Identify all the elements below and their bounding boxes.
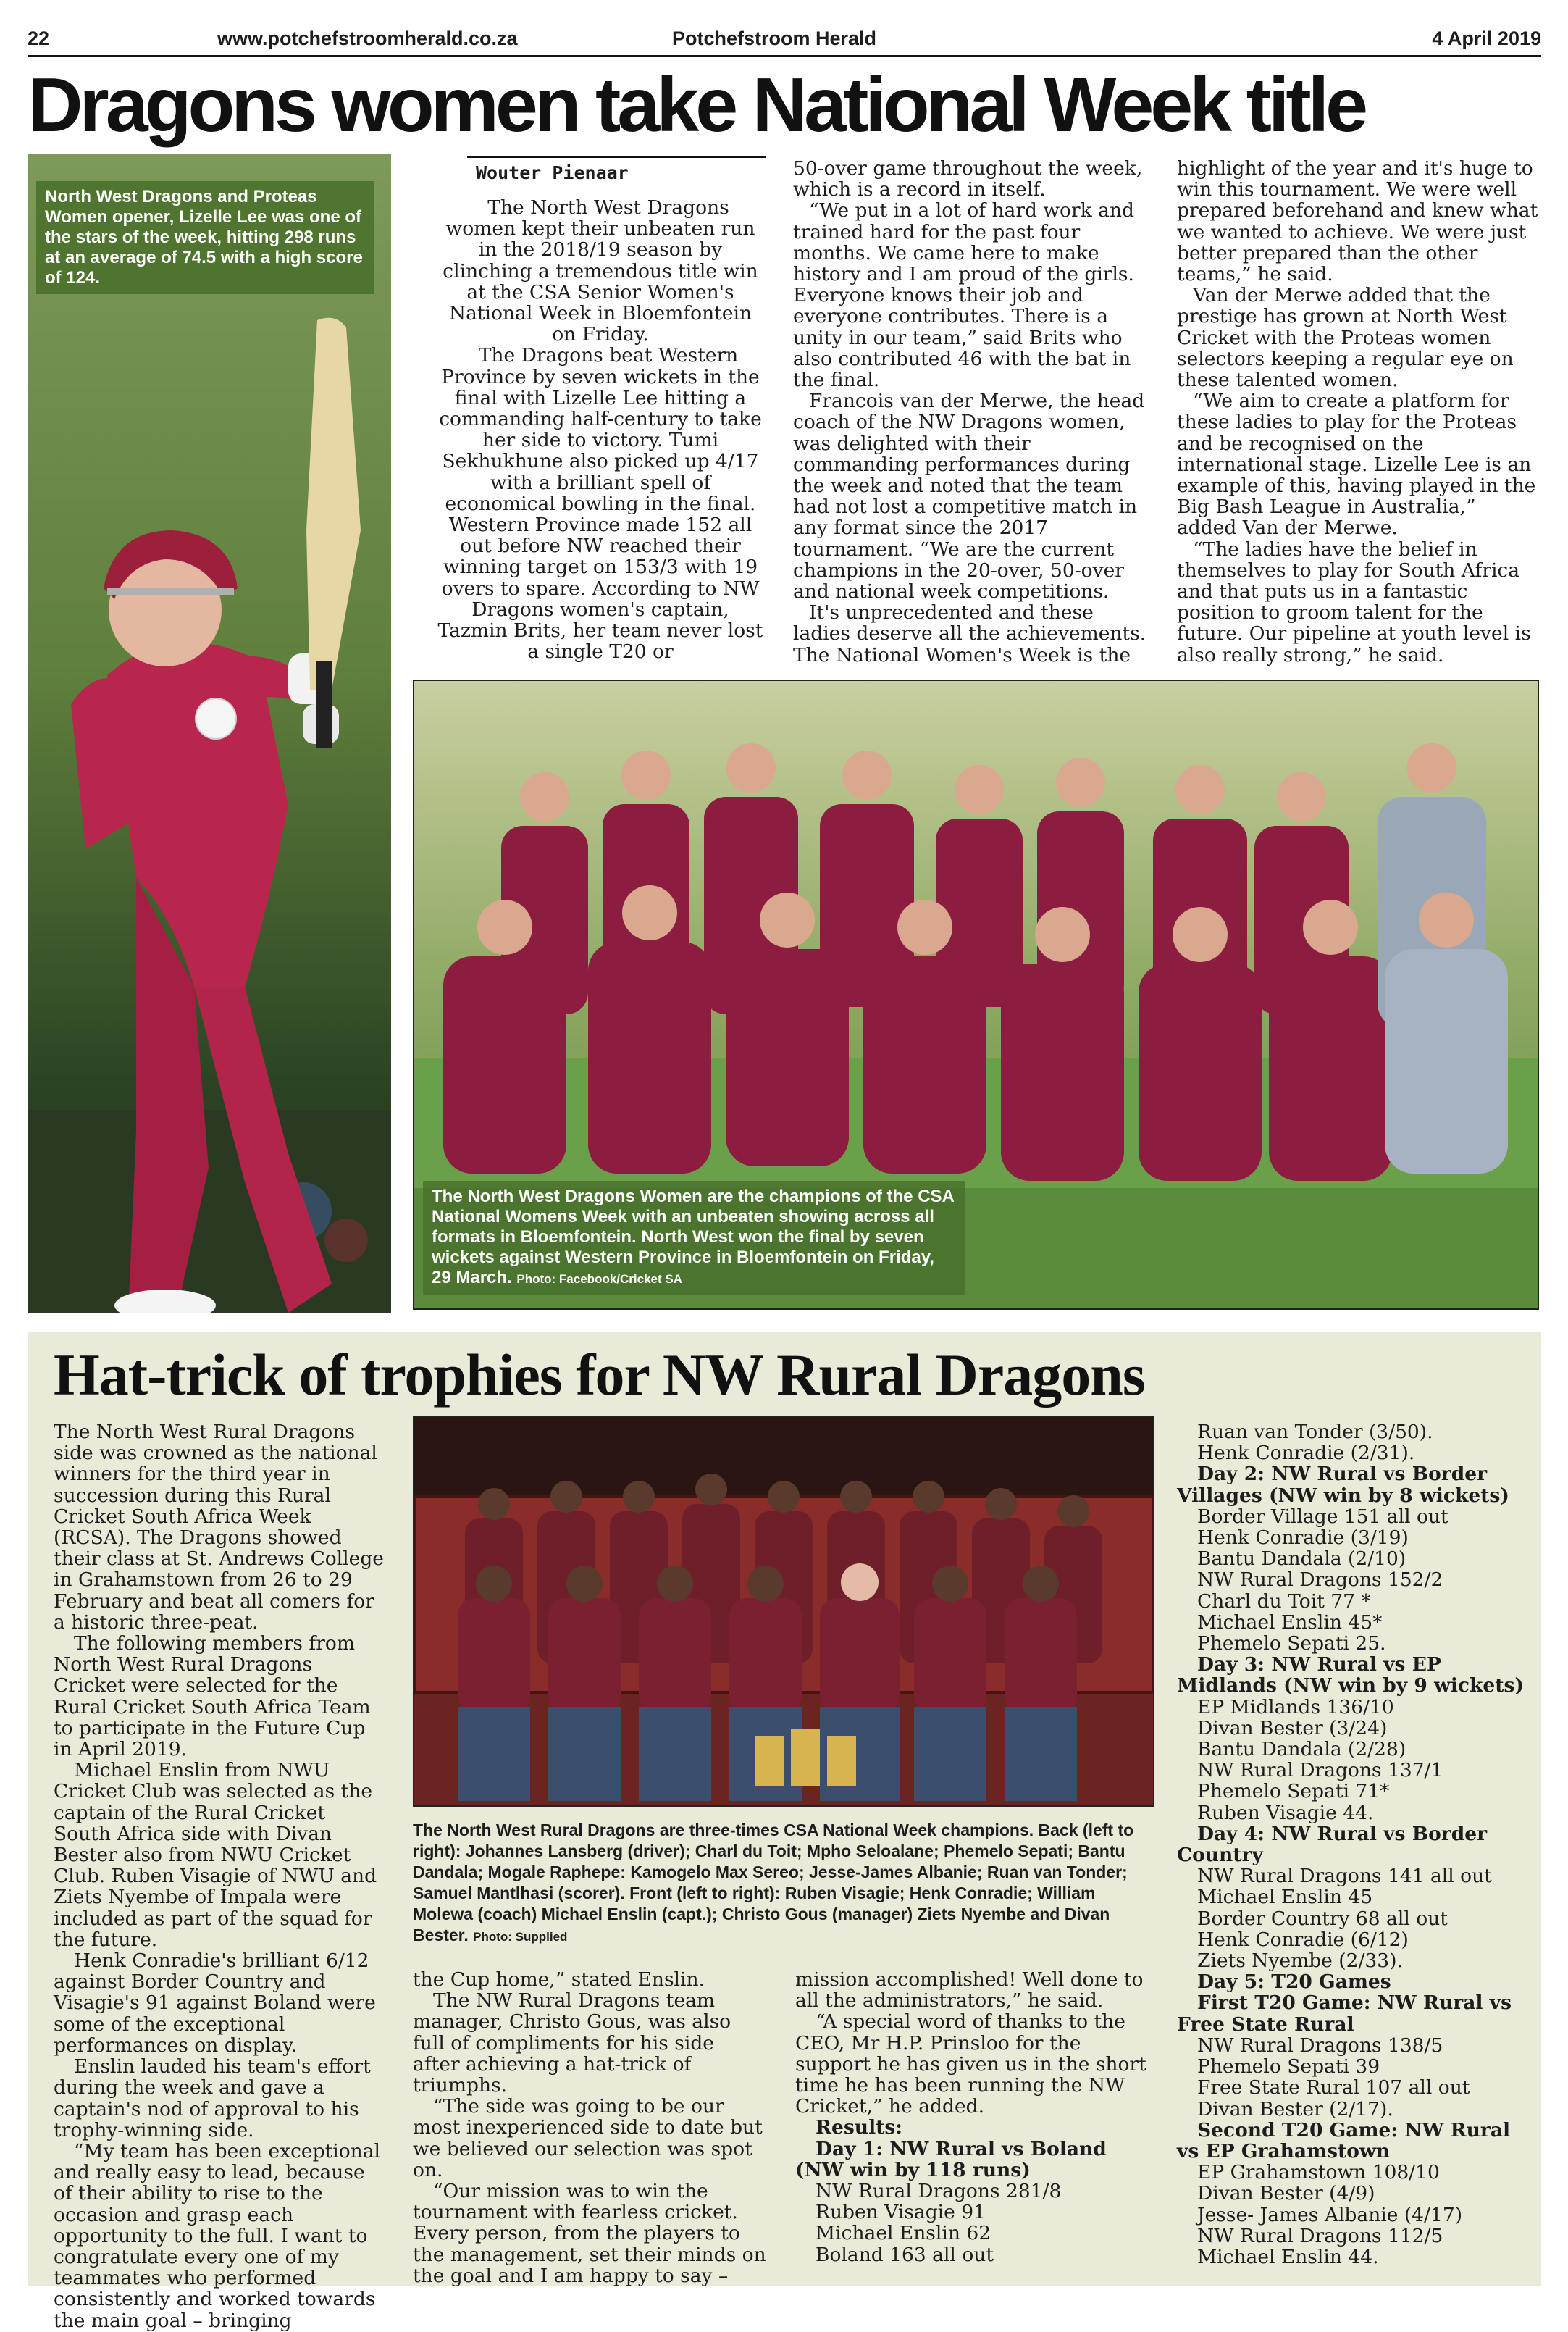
paragraph: The North West Rural Dragons side was crowned as the national winners for the third year in succession during this Rural Cricket South Africa Week (RCSA). The Dragons showed their class at St. Andrews College in Grahamstown from 26 to 29 February and beat all comers for a historic three-peat. — [54, 1421, 384, 1634]
result-line: EP Midlands 136/10 — [1197, 1695, 1394, 1718]
article2-column4 — [1177, 1421, 1525, 2268]
paragraph: “We put in a lot of hard work and trained hard for the past four months. We came here to make history and I am proud of the girls. Everyone knows their job and everyone contributes. There is a unity in our team,” said Brits who also contributed 46 with the bat in the final. — [793, 199, 1134, 392]
team-photo-caption — [423, 1181, 965, 1295]
paragraph: The North West Dragons women kept their unbeaten run in the 2018/19 season by clinching a tremendous title win at the CSA Senior Women's National Week in Bloemfontein on Friday. — [443, 196, 758, 346]
result-line: NW Rural Dragons 137/1 — [1197, 1759, 1443, 1782]
paragraph: It's unprecedented and these ladies deserve all the achievements. The National Women's Week is the — [793, 601, 1146, 666]
website-url[interactable]: www.potchefstroomherald.co.za — [217, 28, 518, 49]
rural-caption-text: The North West Rural Dragons are three-times CSA National Week champions. Back (left to right): Johannes Lansberg (driver); Charl du Toit; Mpho Seloalane; Phemelo Sepati; Bantu Dandala; Mogale Raphepe: Kamogelo Max Sereo; Jesse-James Albanie; Ruan van Tonder; Samuel Mantlhasi (scorer). Front (left to right): Ruben Visagie; Henk Conradie; William Molewa (coach) Michael Enslin (capt.); Christo Gous (manager) Ziets Nyembe and Divan Bester. — [413, 1821, 1134, 1944]
result-line: Phemelo Sepati 71* — [1197, 1780, 1390, 1803]
result-line: Divan Bester (2/17). — [1197, 2097, 1393, 2120]
paragraph: The NW Rural Dragons team manager, Christo Gous, was also full of compliments for his side after achieving a hat-trick of triumphs. — [413, 1989, 731, 2097]
result-line: EP Grahamstown 108/10 — [1197, 2161, 1440, 2184]
paragraph: The following members from North West Rural Dragons Cricket were selected for the Rural Cricket South Africa Team to participate in the Future Cup in April 2019. — [54, 1632, 371, 1761]
issue-date: 4 April 2019 — [1432, 28, 1541, 49]
paragraph: “We aim to create a platform for these ladies to play for the Proteas and be recognised on the international stage. Lizelle Lee is an example of this, having played in the Big Bash League in Australia,” added Van der Merwe. — [1177, 390, 1536, 540]
paragraph: Henk Conradie's brilliant 6/12 against Border Country and Visagie's 91 against Boland were some of the exceptional performances on display. — [54, 1949, 376, 2057]
paragraph: the Cup home,” stated Enslin. — [413, 1968, 705, 1991]
page-header — [28, 17, 1541, 57]
day4-heading: Day 4: NW Rural vs Border Country — [1177, 1822, 1488, 1867]
result-line: Henk Conradie (6/12) — [1197, 1928, 1409, 1951]
page-number: 22 — [28, 28, 50, 49]
rural-headline: Hat-trick of trophies for NW Rural Dragons — [54, 1342, 1145, 1408]
paragraph: “The side was going to be our most inexperienced side to date but we believed our selection was spot on. — [413, 2095, 763, 2181]
result-line: Michael Enslin 44. — [1197, 2245, 1379, 2268]
day1-heading: Day 1: NW Rural vs Boland (NW win by 118 runs) — [795, 2137, 1107, 2181]
batter-photo-caption: North West Dragons and Proteas Women opener, Lizelle Lee was one of the stars of the week, hitting 298 runs at an average of 74.5 with a high score of 124. — [36, 181, 374, 294]
paragraph: Van der Merwe added that the prestige has grown at North West Cricket with the Proteas women selectors keeping a regular eye on these talented women. — [1177, 284, 1514, 392]
result-line: NW Rural Dragons 152/2 — [1197, 1568, 1443, 1592]
byline: Wouter Pienaar — [467, 156, 766, 188]
result-line: Michael Enslin 45 — [1197, 1886, 1373, 1909]
paragraph: “A special word of thanks to the CEO, Mr H.P. Prinsloo for the support he has given us in the short time he has been running the NW Cricket,” he added. — [795, 2010, 1146, 2118]
result-line: Charl du Toit 77 * — [1197, 1589, 1371, 1613]
paragraph: highlight of the year and it's huge to win this tournament. We were well prepared beforehand and knew what we wanted to achieve. We were just better prepared than the other teams,” he said. — [1177, 157, 1538, 286]
article1-column2 — [793, 158, 1148, 666]
paragraph: Enslin lauded his team's effort during the week and gave a captain's nod of approval to his trophy-winning side. — [54, 2055, 371, 2141]
result-line: NW Rural Dragons 281/8 — [816, 2180, 1062, 2203]
result-line: Divan Bester (3/24) — [1197, 1716, 1388, 1739]
result-line: Phemelo Sepati 25. — [1197, 1632, 1386, 1655]
article1-column1 — [435, 197, 766, 662]
result-line: Bantu Dandala (2/28) — [1197, 1738, 1406, 1761]
result-line: Henk Conradie (3/19) — [1197, 1526, 1409, 1550]
paragraph: Michael Enslin from NWU Cricket Club was selected as the captain of the Rural Cricket South Africa side with Divan Bester also from NWU Cricket Club. Ruben Visagie of NWU and Ziets Nyembe of Impala were included as part of the squad for the future. — [54, 1759, 377, 1951]
rural-photo-caption — [413, 1820, 1137, 1947]
result-line: Divan Bester (4/9) — [1197, 2182, 1375, 2205]
result-line: Ruan van Tonder (3/50). — [1197, 1421, 1433, 1443]
result-line: NW Rural Dragons 141 all out — [1197, 1865, 1492, 1888]
batter-illustration — [28, 154, 391, 1313]
paragraph: mission accomplished! Well done to all the administrators,” he said. — [795, 1968, 1144, 2013]
rural-team-illustration — [414, 1417, 1153, 1805]
result-line: Ruben Visagie 44. — [1197, 1801, 1374, 1824]
women-team-photo — [413, 680, 1539, 1310]
paragraph: “The ladies have the belief in themselves to play for South Africa and that puts us in a fantastic position to groom talent for the future. Our pipeline at youth level is also really strong,” he said. — [1177, 538, 1531, 666]
rural-photo-credit: Photo: Supplied — [473, 1930, 568, 1944]
result-line: Michael Enslin 45* — [1197, 1610, 1383, 1634]
article2-column1 — [54, 1421, 388, 2331]
result-line: Bantu Dandala (2/10) — [1197, 1547, 1406, 1571]
result-line: Henk Conradie (2/31). — [1197, 1442, 1415, 1465]
rural-team-photo — [413, 1416, 1154, 1807]
result-line: Border Village 151 all out — [1197, 1505, 1448, 1528]
day5-heading: Day 5: T20 Games — [1197, 1971, 1391, 1994]
result-line: Border Country 68 all out — [1197, 1907, 1448, 1930]
paragraph: “Our mission was to win the tournament with fearless cricket. Every person, from the players to the management, set their minds on the goal and I am happy to say – — [413, 2180, 766, 2287]
article2-column3 — [795, 1969, 1149, 2265]
result-line: Boland 163 all out — [816, 2243, 994, 2266]
t20-game1-heading: First T20 Game: NW Rural vs Free State Rural — [1177, 1992, 1512, 2036]
result-line: Ruben Visagie 91 — [816, 2201, 986, 2224]
newspaper-name: Potchefstroom Herald — [672, 28, 877, 49]
day2-heading: Day 2: NW Rural vs Border Villages (NW win by 8 wickets) — [1177, 1463, 1509, 1507]
main-headline: Dragons women take National Week title — [28, 62, 1365, 148]
result-line: NW Rural Dragons 112/5 — [1197, 2224, 1443, 2247]
batter-photo — [28, 154, 391, 1313]
result-line: Free State Rural 107 all out — [1197, 2076, 1470, 2099]
result-line: Phemelo Sepati 39 — [1197, 2055, 1380, 2078]
paragraph: Francois van der Merwe, the head coach of the NW Dragons women, was delighted with their commanding performances during the week and noted that the team had not lost a competitive match in any format since the 2017 tournament. “We are the current champions in the 20-over, 50-over and national week competitions. — [793, 390, 1145, 603]
paragraph: The Dragons beat Western Province by seven wickets in the final with Lizelle Lee hitting a commanding half-century to take her side to victory. Tumi Sekhukhune also picked up 4/17 with a brilliant spell of economical bowling in the final. Western Province made 152 all out before NW reached their winning target on 153/3 with 19 overs to spare. According to NW Dragons women's captain, Tazmin Brits, her team never lost a single T20 or — [437, 344, 763, 664]
result-line: Ziets Nyembe (2/33). — [1197, 1949, 1403, 1973]
article2-column2 — [413, 1969, 766, 2286]
paragraph: 50-over game throughout the week, which is a record in itself. — [793, 157, 1143, 201]
result-line: Michael Enslin 62 — [816, 2222, 991, 2245]
article1-column3 — [1177, 158, 1539, 666]
result-line: Jesse- James Albanie (4/17) — [1197, 2203, 1463, 2226]
paragraph: “My team has been exceptional and really easy to lead, because of their ability to rise to the occasion and grasp each opportunity to the full. I want to congratulate every one of my teammates who performed consistently and worked towards the main goal – bringing — [54, 2139, 381, 2332]
photo-credit: Photo: Facebook/Cricket SA — [516, 1272, 682, 1286]
team-caption-text: The North West Dragons Women are the champions of the CSA National Womens Week with an unbeaten showing across all formats in Bloemfontein. North West won the final by seven wickets against Western Province in Bloemfontein on Friday, 29 March. — [432, 1187, 954, 1287]
results-heading: Results: — [816, 2116, 903, 2139]
t20-game2-heading: Second T20 Game: NW Rural vs EP Grahamstown — [1177, 2118, 1511, 2162]
day3-heading: Day 3: NW Rural vs EP Midlands (NW win by 9 wickets) — [1177, 1653, 1524, 1697]
result-line: NW Rural Dragons 138/5 — [1197, 2034, 1443, 2057]
